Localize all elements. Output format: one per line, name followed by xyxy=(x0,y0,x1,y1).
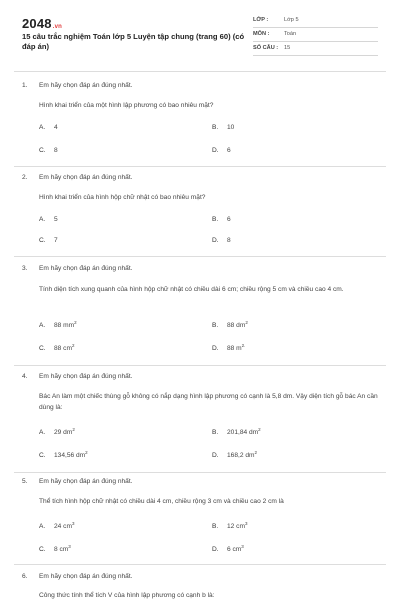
meta-grade xyxy=(253,15,378,28)
option-letter: A. xyxy=(39,523,46,531)
option-letter: D. xyxy=(212,147,219,154)
question-prompt: Em hãy chọn đáp án đúng nhất. xyxy=(39,478,133,485)
question-divider xyxy=(14,472,386,473)
option-unit-exponent: 2 xyxy=(258,427,261,432)
option-letter: B. xyxy=(212,523,219,531)
question-divider xyxy=(14,166,386,167)
option-unit-exponent: 3 xyxy=(244,521,248,526)
option-letter: A. xyxy=(39,216,46,223)
question-divider xyxy=(14,256,386,257)
option-d[interactable] xyxy=(212,544,244,553)
meta-count-label: SỐ CÂU : xyxy=(253,45,279,51)
option-letter: A. xyxy=(39,322,46,330)
option-text: 8 cm xyxy=(54,546,69,554)
option-a[interactable] xyxy=(39,124,58,131)
logo-text: 2048 xyxy=(22,16,52,31)
option-text: 24 cm xyxy=(54,523,72,531)
document-title: 15 câu trắc nghiệm Toán lớp 5 Luyện tập chung (trang 60) (có đáp án) xyxy=(22,32,245,51)
option-text: 168,2 dm xyxy=(227,452,255,460)
option-unit-exponent: 2 xyxy=(72,427,75,432)
document-header xyxy=(0,0,400,70)
option-unit-exponent: 2 xyxy=(254,450,258,455)
option-letter: C. xyxy=(39,237,46,244)
meta-grade-value: Lớp 5 xyxy=(284,17,299,23)
question-prompt: Em hãy chọn đáp án đúng nhất. xyxy=(39,573,133,580)
meta-subject xyxy=(253,29,378,42)
option-c[interactable] xyxy=(39,450,88,459)
option-c[interactable] xyxy=(39,237,58,244)
option-text: 88 dm xyxy=(227,322,246,330)
option-text: 29 dm xyxy=(54,429,73,437)
meta-subject-label: MÔN : xyxy=(253,31,270,37)
option-b[interactable] xyxy=(212,124,234,131)
option-text: 6 xyxy=(227,216,231,223)
question-number: 3. xyxy=(22,265,28,272)
option-letter: C. xyxy=(39,147,46,154)
question-number: 2. xyxy=(22,174,28,181)
question-stem: Hình khai triển của một hình lập phương có bao nhiêu mặt? xyxy=(39,102,214,109)
option-b[interactable] xyxy=(212,521,247,530)
question-prompt: Em hãy chọn đáp án đúng nhất. xyxy=(39,265,133,272)
option-b[interactable] xyxy=(212,427,261,436)
option-d[interactable] xyxy=(212,450,257,459)
site-logo[interactable] xyxy=(22,16,62,31)
option-text: 10 xyxy=(227,124,235,131)
option-b[interactable] xyxy=(212,320,248,329)
option-letter: D. xyxy=(212,237,219,244)
option-text: 134,56 dm xyxy=(54,452,86,460)
option-unit-exponent: 3 xyxy=(68,544,71,549)
option-letter: B. xyxy=(212,124,219,131)
meta-count-value: 15 xyxy=(284,45,291,51)
option-a[interactable] xyxy=(39,216,58,223)
option-letter: A. xyxy=(39,124,46,131)
question-stem: Thể tích hình hộp chữ nhật có chiều dài 4 cm, chiều rộng 3 cm và chiều cao 2 cm là xyxy=(39,498,284,505)
option-text: 4 xyxy=(54,124,58,131)
option-a[interactable] xyxy=(39,521,74,530)
option-unit-exponent: 2 xyxy=(71,343,75,348)
question-number: 1. xyxy=(22,82,28,89)
question-divider xyxy=(14,365,386,366)
option-b[interactable] xyxy=(212,216,231,223)
option-letter: C. xyxy=(39,452,46,460)
option-unit-exponent: 2. xyxy=(241,343,246,348)
option-a[interactable] xyxy=(39,320,77,329)
option-text: 5 xyxy=(54,216,58,223)
option-letter: B. xyxy=(212,429,219,437)
question-prompt: Em hãy chọn đáp án đúng nhất. xyxy=(39,82,133,89)
question-number: 6. xyxy=(22,573,28,580)
option-text: 12 cm xyxy=(227,523,245,531)
option-text: 88 m xyxy=(227,345,242,353)
question-prompt: Em hãy chọn đáp án đúng nhất. xyxy=(39,373,133,380)
option-c[interactable] xyxy=(39,544,71,553)
option-letter: C. xyxy=(39,345,46,353)
question-stem: Bác An làm một chiếc thùng gỗ không có nắp dạng hình lập phương có cạnh là 5,8 dm. Vậy diện tích gỗ bác An cần dùng là: xyxy=(39,393,378,411)
option-a[interactable] xyxy=(39,427,75,436)
meta-question-count xyxy=(253,43,378,56)
option-d[interactable] xyxy=(212,147,231,154)
option-letter: C. xyxy=(39,546,46,554)
option-letter: D. xyxy=(212,452,219,460)
option-unit-exponent: 3 xyxy=(241,544,244,549)
meta-subject-value: Toán xyxy=(284,31,297,37)
option-unit-exponent: 2 xyxy=(74,320,77,325)
option-letter: B. xyxy=(212,322,219,330)
option-unit-exponent: 2 xyxy=(245,320,248,325)
option-text: 88 mm xyxy=(54,322,75,330)
option-letter: B. xyxy=(212,216,219,223)
option-letter: D. xyxy=(212,546,219,554)
header-divider xyxy=(14,71,386,72)
option-d[interactable] xyxy=(212,343,245,352)
option-text: 8 xyxy=(54,147,58,154)
option-text: 88 cm xyxy=(54,345,72,353)
option-unit-exponent: 3 xyxy=(71,521,75,526)
question-number: 4. xyxy=(22,373,28,380)
option-c[interactable] xyxy=(39,343,74,352)
question-stem: Tính diện tích xung quanh của hình hộp chữ nhật có chiều dài 6 cm; chiều rộng 5 cm và chiều cao 4 cm. xyxy=(39,286,344,293)
option-text: 8 xyxy=(227,237,231,244)
question-stem: Công thức tính thể tích V của hình lập phương có cạnh b là: xyxy=(39,592,215,599)
option-text: 6 xyxy=(227,147,231,154)
question-number: 5. xyxy=(22,478,28,485)
option-d[interactable] xyxy=(212,237,231,244)
option-text: 7 xyxy=(54,237,58,244)
logo-suffix: .vn xyxy=(52,24,63,30)
option-letter: A. xyxy=(39,429,46,437)
option-letter: D. xyxy=(212,345,219,353)
option-text: 6 cm xyxy=(227,546,242,554)
meta-grade-label: LỚP : xyxy=(253,17,269,23)
question-prompt: Em hãy chọn đáp án đúng nhất. xyxy=(39,174,133,181)
question-divider xyxy=(14,564,386,565)
option-text: 201,84 dm xyxy=(227,429,259,437)
option-unit-exponent: 2 xyxy=(85,450,88,455)
option-c[interactable] xyxy=(39,147,58,154)
question-stem: Hình khai triển của hình hộp chữ nhật có bao nhiêu mặt? xyxy=(39,194,206,201)
